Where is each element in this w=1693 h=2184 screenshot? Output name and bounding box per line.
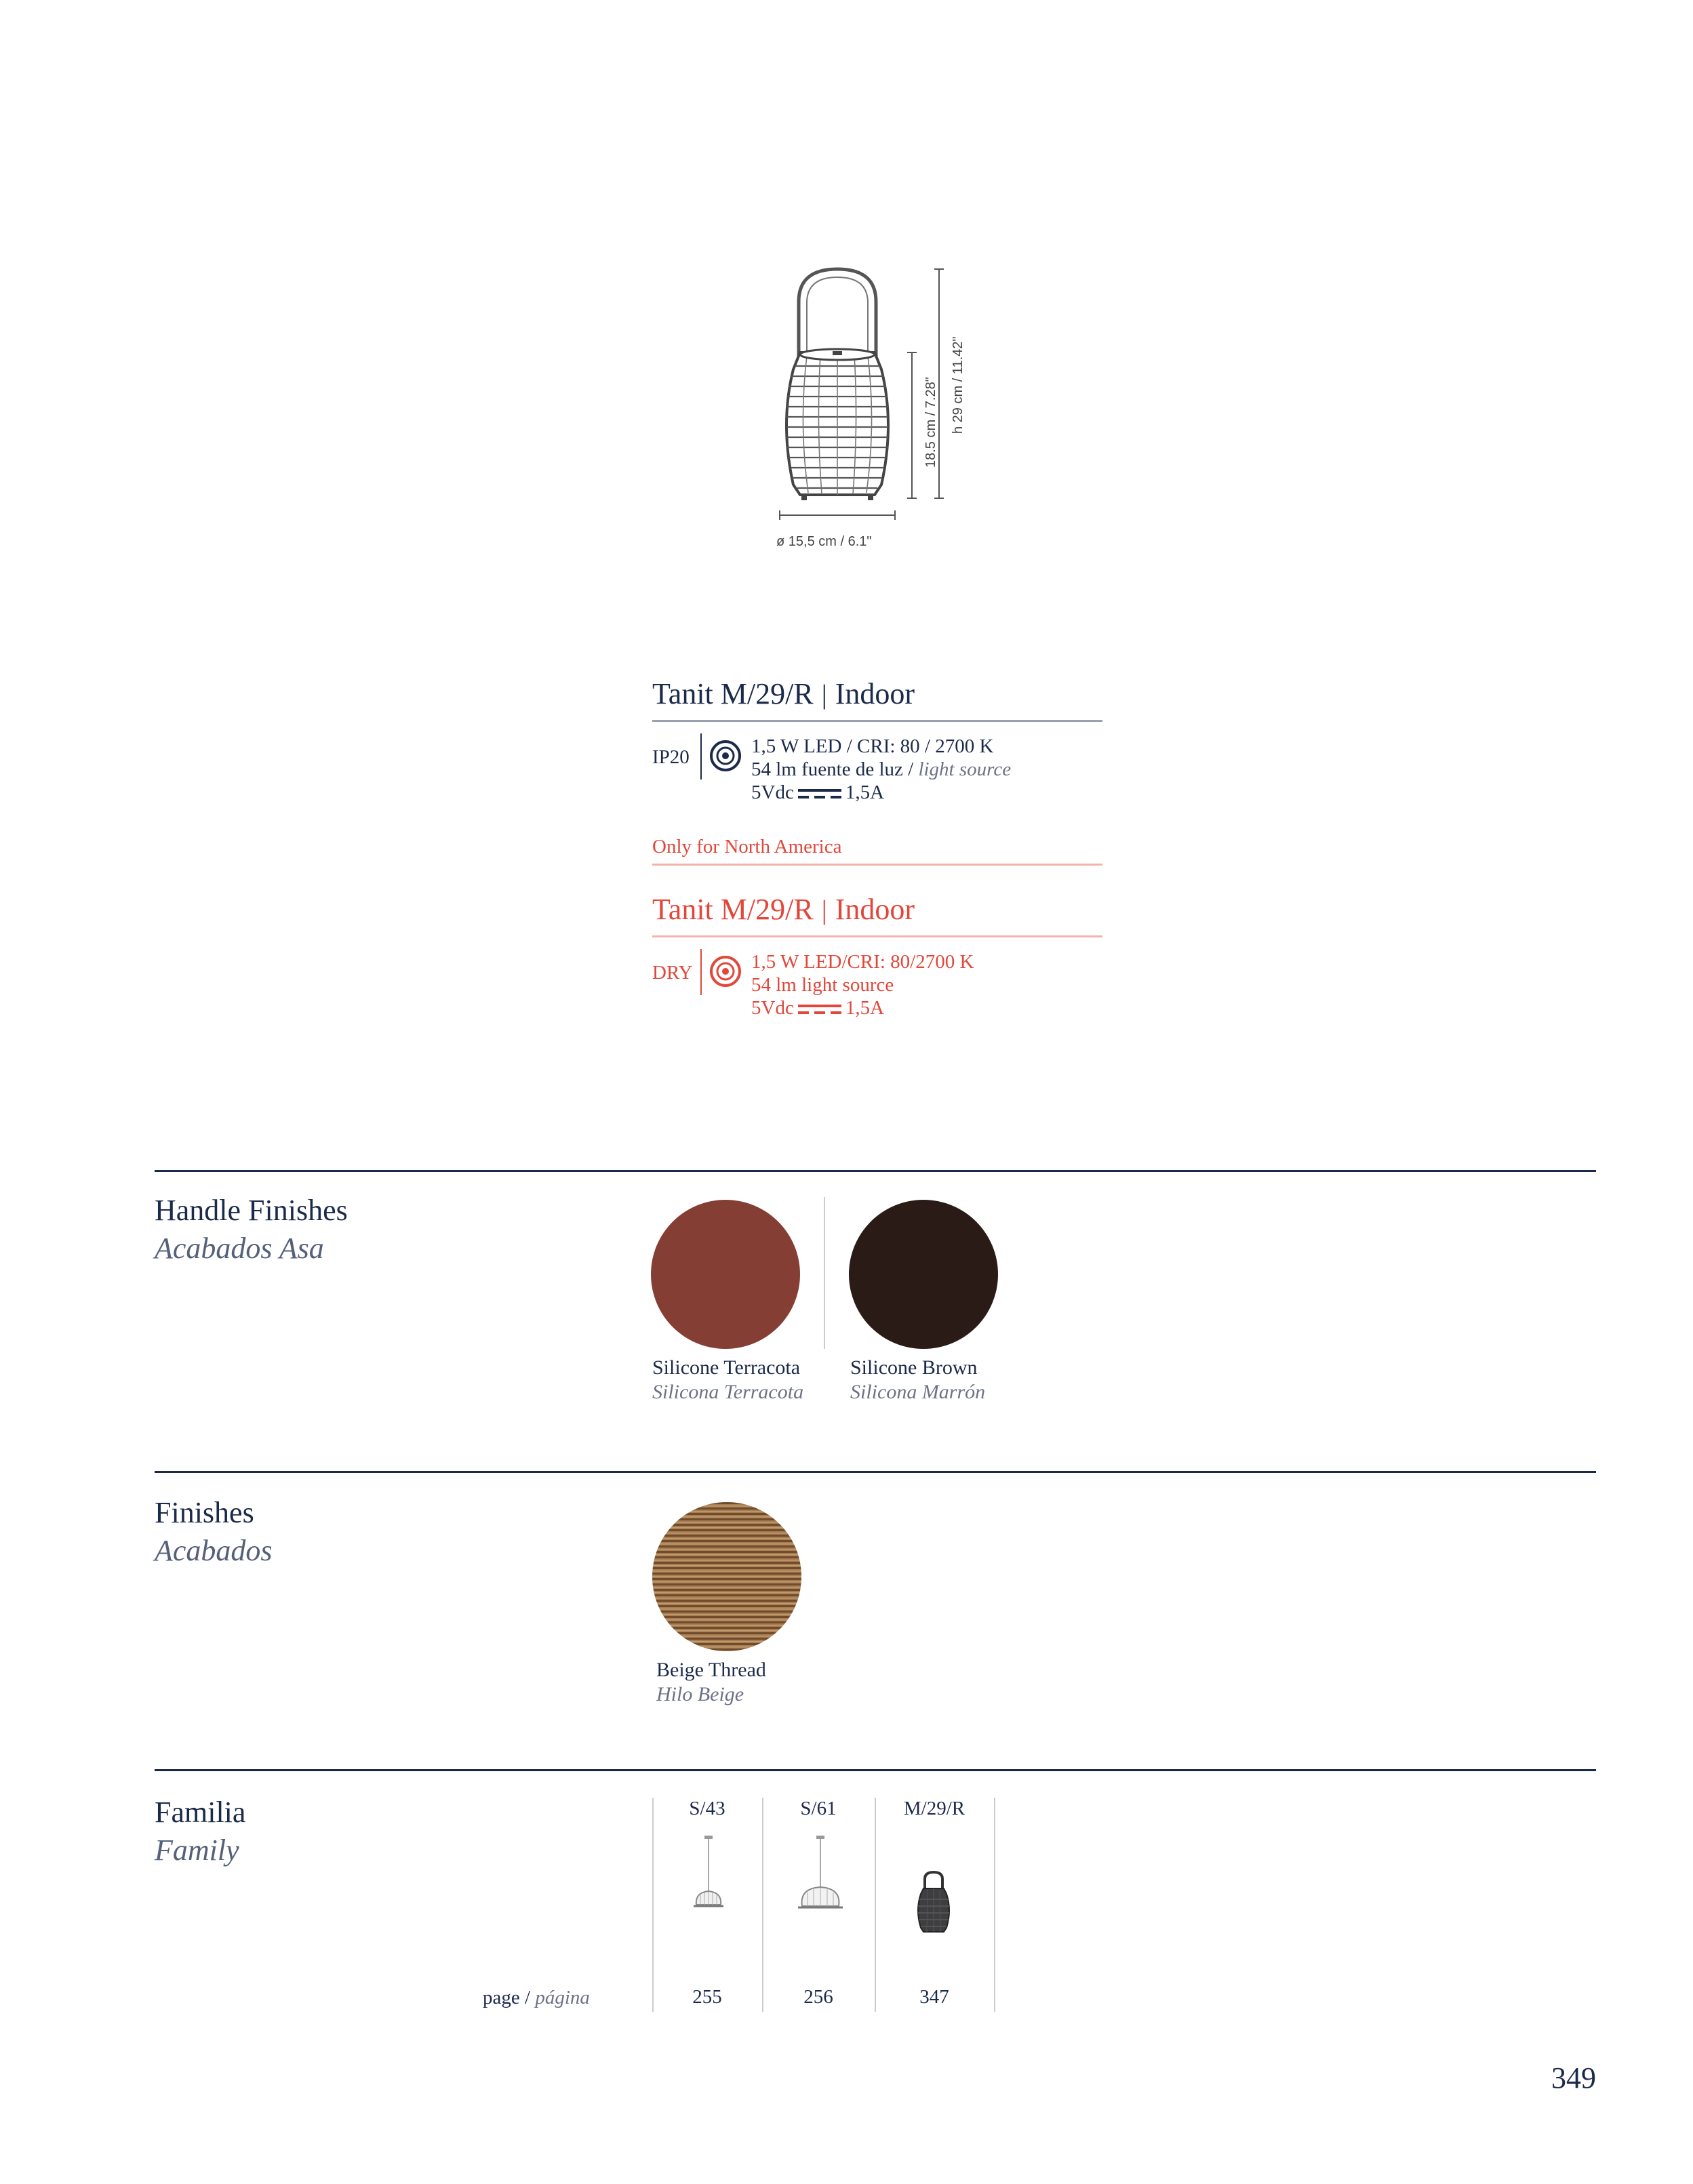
family-item-code: M/29/R — [903, 1798, 965, 1819]
product-location: Indoor — [835, 677, 915, 710]
voltage-label-na: 5Vdc — [751, 997, 794, 1019]
family-item-page[interactable]: 347 — [919, 1986, 949, 2008]
family-divider — [652, 1798, 654, 2012]
rating-divider-na — [700, 949, 702, 995]
family-item-page[interactable]: 256 — [803, 1986, 833, 2008]
family-title: Familia — [155, 1796, 246, 1829]
page-label-en: page / — [483, 1987, 536, 2008]
pendant-s61-thumbnail[interactable] — [790, 1830, 851, 1925]
swatch-beige-thread[interactable] — [652, 1502, 801, 1651]
rating-divider — [700, 733, 702, 780]
spec-line-3-na — [751, 996, 884, 1019]
title-separator: | — [821, 679, 827, 710]
family-item-page[interactable]: 255 — [692, 1986, 722, 2008]
swatch-divider — [824, 1197, 825, 1349]
spec-line-2-na: 54 lm light source — [751, 974, 894, 996]
family-divider — [875, 1798, 876, 2012]
family-divider — [994, 1798, 995, 2012]
spec-line-2-italic: light source — [918, 759, 1012, 780]
north-america-note: Only for North America — [652, 836, 842, 857]
north-america-rule — [652, 864, 1102, 866]
swatch-silicone-terracota[interactable] — [651, 1200, 800, 1349]
finish-name-es: Hilo Beige — [656, 1683, 744, 1705]
product-title-na — [652, 895, 915, 925]
spec-line-2-main: 54 lm fuente de luz / — [751, 759, 919, 780]
pendant-s43-thumbnail[interactable] — [681, 1830, 736, 1925]
product-location-na: Indoor — [835, 893, 915, 926]
product-title-rule-na — [652, 935, 1102, 937]
finish-name-es: Silicona Marrón — [850, 1381, 986, 1403]
finishes-rule — [155, 1471, 1596, 1473]
handle-finishes-title: Handle Finishes — [155, 1194, 348, 1227]
finishes-title: Finishes — [155, 1496, 254, 1529]
finish-name: Silicone Terracota — [652, 1356, 801, 1379]
family-divider — [762, 1798, 763, 2012]
family-rule — [155, 1769, 1596, 1771]
page-number: 349 — [1551, 2061, 1596, 2095]
led-source-icon-na — [709, 954, 742, 988]
spec-line-2 — [751, 758, 1011, 781]
product-name: Tanit M/29/R — [652, 677, 814, 710]
current-label-na: 1,5A — [845, 997, 885, 1019]
finish-name-es: Silicona Terracota — [652, 1381, 804, 1403]
lantern-m29r-thumbnail[interactable] — [910, 1869, 957, 1937]
spec-line-3 — [751, 781, 884, 804]
finish-name: Silicone Brown — [850, 1356, 978, 1379]
finish-name: Beige Thread — [656, 1659, 766, 1681]
product-title-indoor — [652, 679, 915, 709]
swatch-silicone-brown[interactable] — [849, 1200, 998, 1349]
dry-rating: DRY — [652, 962, 693, 984]
family-item-code: S/43 — [689, 1798, 725, 1819]
finishes-subtitle: Acabados — [155, 1534, 273, 1567]
current-label: 1,5A — [845, 782, 885, 803]
family-item-code: S/61 — [800, 1798, 837, 1819]
lamp-technical-drawing — [753, 261, 983, 559]
spec-line-1: 1,5 W LED / CRI: 80 / 2700 K — [751, 735, 994, 757]
spec-line-1-na: 1,5 W LED/CRI: 80/2700 K — [751, 951, 974, 973]
family-subtitle: Family — [155, 1834, 239, 1867]
page-label-es: página — [535, 1987, 590, 2008]
product-name-na: Tanit M/29/R — [652, 893, 814, 926]
led-source-icon — [709, 739, 742, 773]
product-title-rule — [652, 720, 1102, 722]
page-label — [483, 1986, 590, 2009]
dc-symbol-icon — [797, 786, 843, 801]
handle-finishes-subtitle: Acabados Asa — [155, 1232, 324, 1265]
voltage-label: 5Vdc — [751, 782, 794, 803]
dim-diameter-label: ø 15,5 cm / 6.1" — [776, 534, 872, 549]
dc-symbol-icon-na — [797, 1002, 843, 1017]
dim-total-height-label: h 29 cm / 11.42" — [951, 336, 965, 434]
handle-finishes-rule — [155, 1170, 1596, 1172]
title-separator-na: | — [821, 895, 827, 925]
ip-rating: IP20 — [652, 746, 690, 768]
dim-body-height-label: 18.5 cm / 7.28" — [923, 377, 938, 468]
